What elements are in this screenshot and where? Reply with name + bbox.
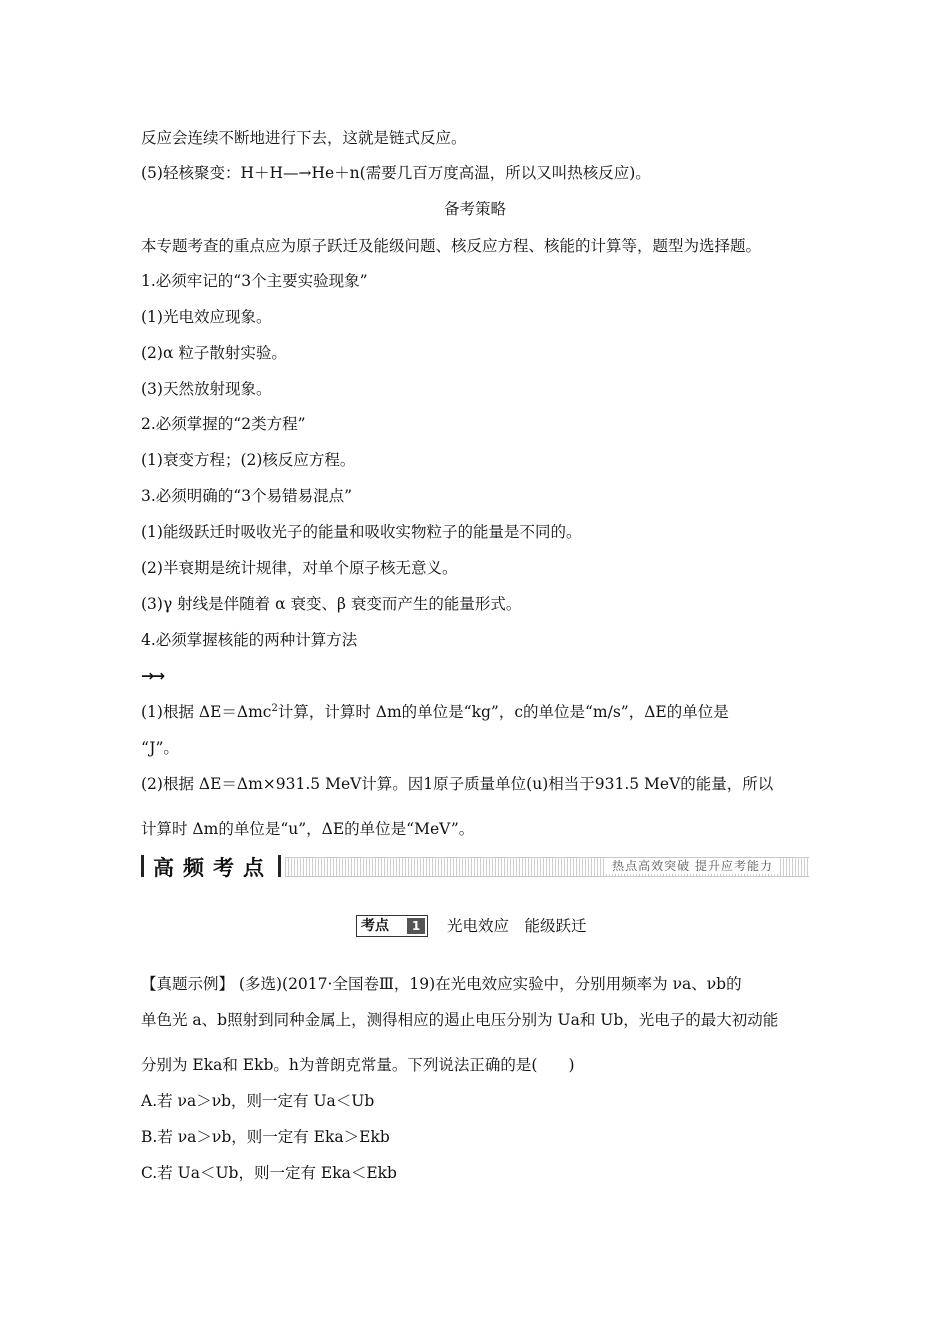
section-heading-strategy: 备考策略 [443,200,506,218]
text-line-point-1: 1.必须牢记的“3个主要实验现象” [141,272,368,290]
text-line-point-4: 4.必须掌握核能的两种计算方法 [141,631,358,649]
topic-badge-number: 1 [407,918,425,934]
banner-divider [278,855,281,877]
text-line-point-3: 3.必须明确的“3个易错易混点” [141,487,352,505]
text-line-1-2: (2)α 粒子散射实验。 [141,344,287,362]
banner-tagline: 热点高效突破 提升应考能力 [606,858,779,874]
text-line-point-2: 2.必须掌握的“2类方程” [141,415,306,433]
option-a: A.若 νa＞νb，则一定有 Ua＜Ub [141,1092,375,1110]
formula-part-b: 计算，计算时 Δm的单位是“kg”，c的单位是“m/s”，ΔE的单位是 [277,703,729,721]
section-banner-high-frequency [141,853,809,879]
banner-left-bar [141,855,144,877]
text-line-4-1-cont: “J”。 [141,739,179,757]
option-b: B.若 νa＞νb，则一定有 Eka＞Ekb [141,1128,390,1146]
formula-superscript: 2 [271,703,278,714]
formula-part-a: (1)根据 ΔE＝Δmc [141,703,272,721]
text-line-3-1: (1)能级跃迁时吸收光子的能量和吸收实物粒子的能量是不同的。 [141,523,582,541]
banner-title: 高频考点 [153,856,273,880]
text-line-3-2: (2)半衰期是统计规律，对单个原子核无意义。 [141,559,458,577]
topic-badge-label: 考点 [361,918,389,934]
text-line-4-2-cont: 计算时 Δm的单位是“u”，ΔE的单位是“MeV”。 [141,820,475,838]
text-line-3-3: (3)γ 射线是伴随着 α 衰变、β 衰变而产生的能量形式。 [141,595,522,613]
text-line-4-2: (2)根据 ΔE＝Δm×931.5 MeV计算。因1原子质量单位(u)相当于931.5 MeV的能量，所以 [141,775,774,793]
text-line-intro: 本专题考查的重点应为原子跃迁及能级问题、核反应方程、核能的计算等，题型为选择题。 [141,237,762,255]
topic-title: 光电效应 能级跃迁 [447,917,587,935]
text-line-chain-reaction: 反应会连续不断地进行下去，这就是链式反应。 [141,129,467,147]
arrows-glyph: →→ [141,667,163,685]
question-line-1: 【真题示例】 (多选)(2017·全国卷Ⅲ，19)在光电效应实验中，分别用频率为 νa、νb的 [141,975,742,993]
text-line-4-1 [141,702,729,722]
text-line-1-3: (3)天然放射现象。 [141,380,272,398]
text-line-2-1: (1)衰变方程；(2)核反应方程。 [141,451,356,469]
question-line-2: 单色光 a、b照射到同种金属上，测得相应的遏止电压分别为 Ua和 Ub，光电子的最大初动能 [141,1011,779,1029]
option-c: C.若 Ua＜Ub，则一定有 Eka＜Ekb [141,1164,397,1182]
text-line-fusion: (5)轻核聚变：H＋H—→He＋n(需要几百万度高温，所以又叫热核反应)。 [141,164,651,182]
question-line-3: 分别为 Eka和 Ekb。h为普朗克常量。下列说法正确的是( ) [141,1056,575,1074]
text-line-1-1: (1)光电效应现象。 [141,308,272,326]
topic-badge [356,915,428,937]
